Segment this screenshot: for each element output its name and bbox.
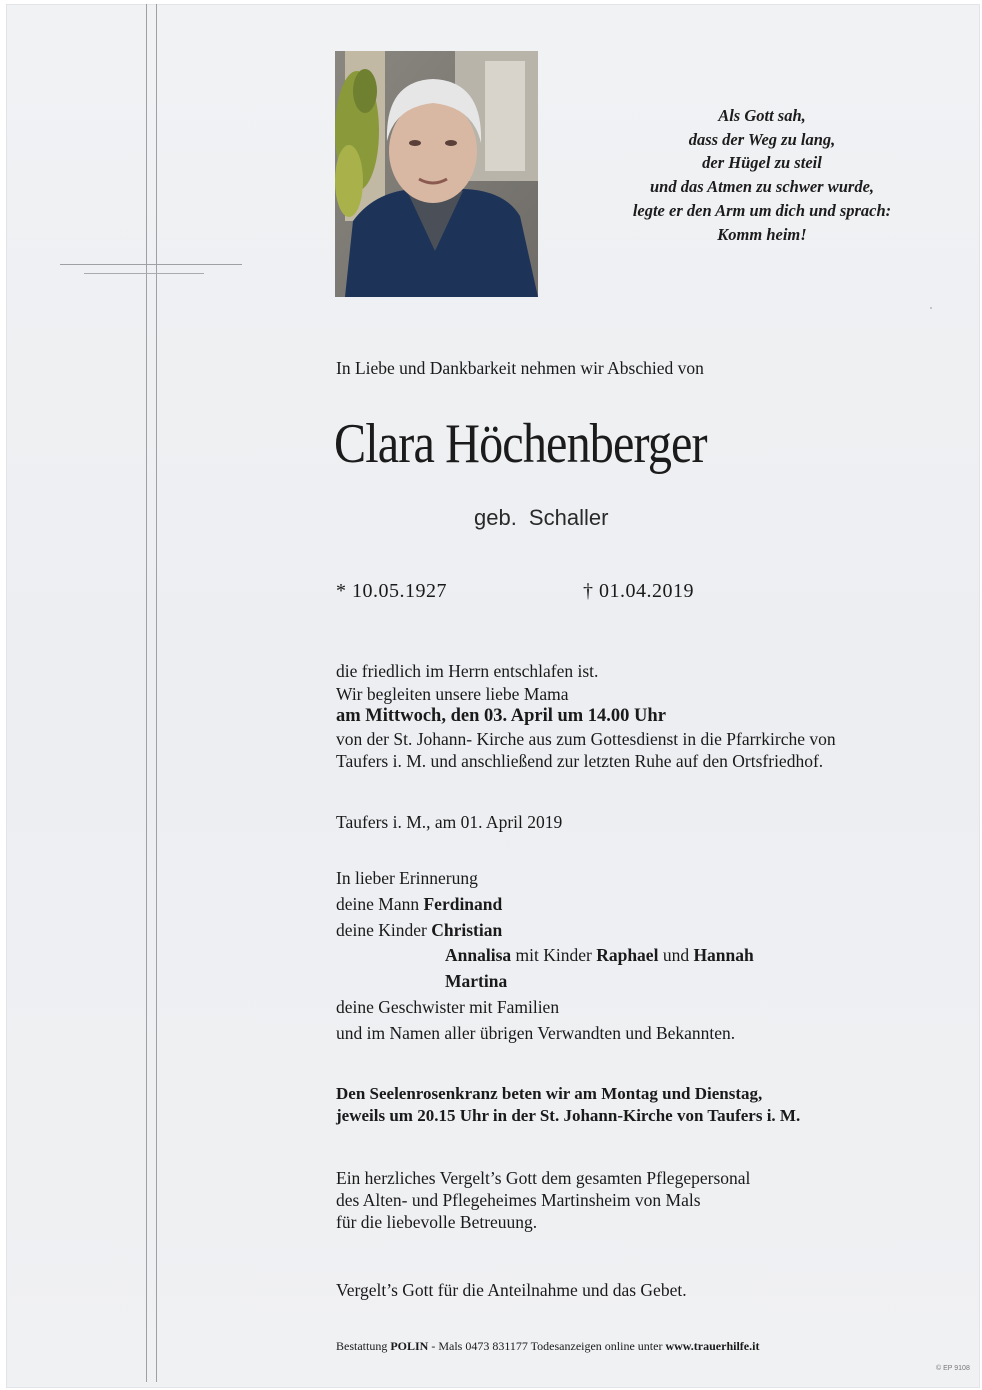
family-member-name: Martina [445,971,508,992]
family-member-name: Hannah [693,945,754,966]
family-member-name: Christian [431,919,503,940]
poem-line: der Hügel zu steil [702,153,822,173]
footer-url: www.trauerhilfe.it [665,1339,760,1353]
family-siblings: deine Geschwister mit Familien [336,996,560,1017]
place-date: Taufers i. M., am 01. April 2019 [336,812,563,832]
funeral-line: von der St. Johann- Kirche aus zum Gottesdienst in die Pfarrkirche von [336,728,836,749]
family-child-row [336,969,754,995]
portrait-photo [335,51,538,297]
thanks-note [336,1168,750,1233]
family-label: und [662,945,690,966]
funeral-line: Taufers i. M. und anschließend zur letzten Ruhe auf den Ortsfriedhof. [336,751,824,772]
cross-vertical-line [146,4,147,1382]
rosary-notice [336,1083,800,1126]
family-member-name: Ferdinand [423,893,503,914]
family-label: mit Kinder [515,945,592,966]
rosary-line: Den Seelenrosenkranz beten wir am Montag und Dienstag, [336,1084,763,1103]
print-code: © EP 9108 [936,1365,970,1372]
intro-text: In Liebe und Dankbarkeit nehmen wir Abschied von [336,358,704,378]
poem-line: Komm heim! [717,224,807,244]
family-children-row [336,918,754,944]
footer-company: POLIN [390,1339,429,1353]
thanks-line: für die liebevolle Betreuung. [336,1211,538,1232]
footer-credit [336,1339,759,1354]
birth-date: * 10.05.1927 [336,580,447,602]
family-label: deine Mann [336,893,420,914]
funeral-announcement [336,660,836,773]
thanks-line: Ein herzliches Vergelt’s Gott dem gesamten Pflegepersonal [336,1168,751,1188]
memorial-poem [590,104,934,246]
cross-horizontal-line-inner [84,273,204,274]
funeral-date-time: am Mittwoch, den 03. April um 14.00 Uhr [336,706,666,727]
death-date: † 01.04.2019 [583,580,694,602]
family-husband-row [336,892,754,918]
final-thanks: Vergelt’s Gott für die Anteilnahme und das Gebet. [336,1280,687,1300]
deceased-name: Clara Höchenberger [334,413,707,475]
paper-speck [930,307,932,309]
family-child-row [336,943,754,969]
maiden-name: geb. Schaller [474,505,609,530]
footer-prefix: Bestattung [336,1339,388,1353]
funeral-line: Wir begleiten unsere liebe Mama [336,683,569,704]
family-label: deine Kinder [336,919,427,940]
rosary-line: jeweils um 20.15 Uhr in der St. Johann-Kirche von Taufers i. M. [336,1105,801,1125]
poem-line: dass der Weg zu lang, [688,129,836,149]
family-member-name: Raphael [596,945,659,966]
family-list [336,866,754,1047]
funeral-line: die friedlich im Herrn entschlafen ist. [336,661,599,681]
family-heading: In lieber Erinnerung [336,868,478,888]
poem-line: legte er den Arm um dich und sprach: [632,200,892,220]
family-member-name: Annalisa [445,945,512,966]
poem-line: und das Atmen zu schwer wurde, [649,177,875,197]
footer-text: - Mals 0473 831177 Todesanzeigen online unter [431,1339,663,1353]
poem-line: Als Gott sah, [718,106,806,125]
cross-vertical-line-inner [156,4,157,1382]
cross-horizontal-line [60,264,242,265]
family-others: und im Namen aller übrigen Verwandten und Bekannten. [336,1022,736,1043]
thanks-line: des Alten- und Pflegeheimes Martinsheim von Mals [336,1189,701,1210]
